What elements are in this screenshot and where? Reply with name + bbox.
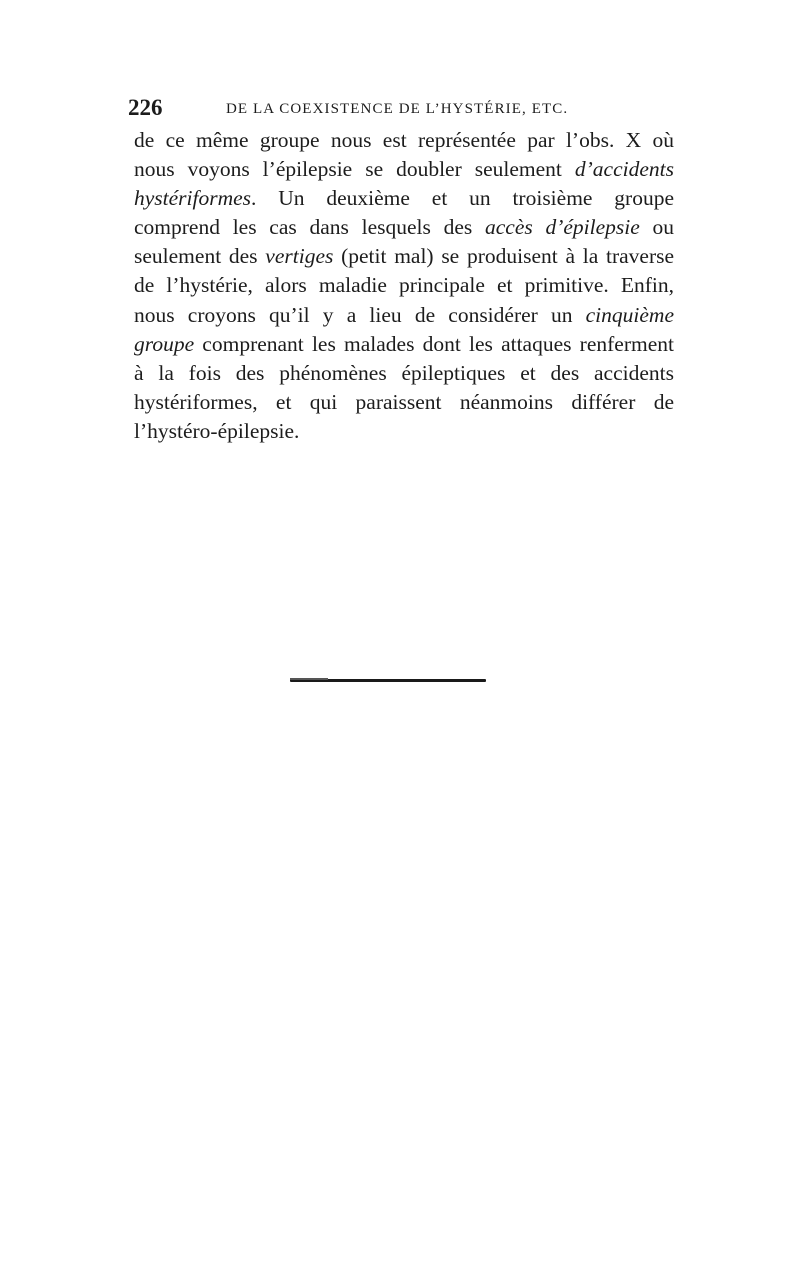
text-run: nous voyons l’épilepsie se doubler seulement — [134, 157, 575, 182]
text-run: de l’hystérie, alors maladie principale et primitive. Enfin, — [134, 273, 674, 298]
text-run: comprenant les malades dont les attaques renferment — [194, 331, 674, 356]
text-line — [134, 301, 674, 330]
italic-text: d’accidents — [574, 157, 674, 182]
section-end-rule — [290, 679, 486, 682]
text-line — [134, 417, 674, 446]
text-line — [134, 155, 674, 184]
text-run: seulement des — [134, 244, 266, 269]
text-run: l’hystéro-épilepsie. — [134, 418, 300, 443]
text-line — [134, 213, 674, 242]
text-line — [134, 359, 674, 388]
italic-text: cinquième — [585, 302, 674, 327]
text-line — [134, 242, 674, 271]
page-number: 226 — [128, 95, 163, 120]
text-line — [134, 184, 674, 213]
text-run: comprend les cas dans lesquels des — [134, 215, 485, 240]
italic-text: groupe — [134, 331, 195, 356]
text-line — [134, 271, 674, 300]
italic-text: vertiges — [265, 244, 334, 269]
text-line — [134, 126, 674, 155]
body-paragraph — [134, 126, 674, 446]
text-run: nous croyons qu’il y a lieu de considérer un — [134, 302, 586, 327]
text-line — [134, 388, 674, 417]
italic-text: hystériformes — [134, 186, 252, 211]
running-title: DE LA COEXISTENCE DE L’HYSTÉRIE, ETC. — [226, 101, 569, 117]
italic-text: accès d’épilepsie — [484, 215, 640, 240]
text-run: ou — [639, 215, 675, 240]
text-run: à la fois des phénomènes épileptiques et des accidents — [134, 360, 674, 385]
text-run: hystériformes, et qui paraissent néanmoins différer de — [134, 389, 674, 414]
running-head — [128, 94, 673, 122]
text-run: de ce même groupe nous est représentée par l’obs. X où — [134, 128, 674, 152]
text-run: (petit mal) se produisent à la traverse — [333, 244, 675, 269]
text-run: . Un deuxième et un troisième groupe — [251, 186, 674, 211]
text-line — [134, 330, 674, 359]
